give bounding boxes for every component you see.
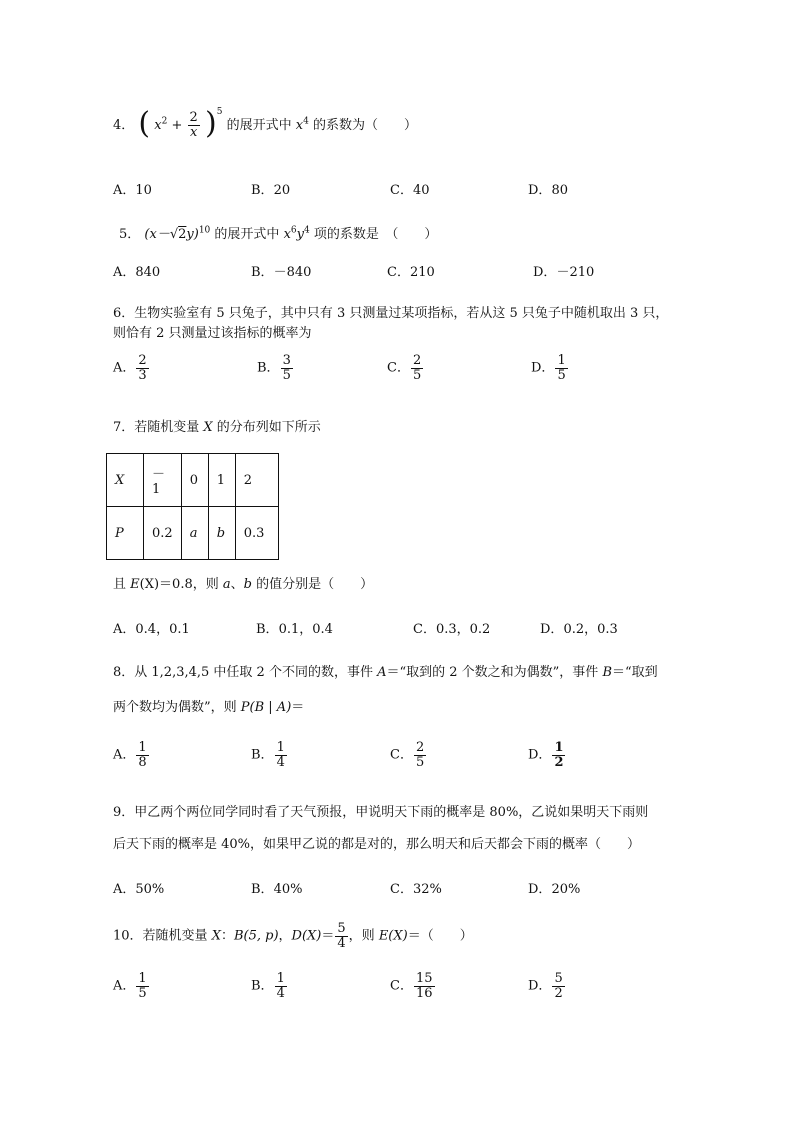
q4-left-paren: ( [138, 106, 151, 141]
table-row [107, 507, 279, 560]
option-label: A． [113, 360, 136, 376]
q5-option-c[interactable] [387, 261, 435, 280]
q7-stem-a: 7．若随机变量 [113, 420, 204, 435]
q5-expr-open: (x－ [144, 227, 170, 242]
q5-expr-close: y) [186, 227, 199, 242]
option-label: A． [113, 183, 136, 198]
frac-num: 2 [415, 740, 425, 755]
q7-cond-b-var: b [243, 577, 252, 592]
frac-den: 5 [415, 754, 425, 770]
option-label: B． [256, 622, 279, 637]
frac-num: 1 [138, 740, 147, 755]
option-label: B． [251, 882, 274, 897]
q5-option-d[interactable] [533, 261, 594, 280]
q8-option-c[interactable] [390, 741, 427, 769]
option-label: C． [390, 747, 413, 763]
q8-line2 [113, 696, 304, 715]
frac-num: 2 [138, 353, 147, 368]
frac-den: 4 [276, 985, 285, 1001]
frac-den: 4 [276, 754, 285, 770]
q5-term-y-exp: 4 [304, 225, 310, 236]
option-fraction [281, 354, 293, 382]
option-label: D． [528, 978, 552, 994]
q4-text-end: 的系数为（ ） [312, 118, 417, 133]
table-cell: P [107, 507, 144, 560]
frac-den: 5 [412, 367, 422, 383]
table-cell: 0.3 [235, 507, 278, 560]
q10-stem-b: ： [220, 928, 234, 944]
q7-cond-e: E [130, 577, 140, 592]
option-fraction [411, 354, 423, 382]
option-label: C． [390, 183, 413, 198]
q8-line1 [113, 661, 658, 680]
q10-option-c[interactable] [390, 972, 436, 1000]
option-fraction [275, 741, 287, 769]
q7-option-a[interactable] [113, 618, 190, 637]
q9-line2: 后天下雨的概率是 40%，如果甲乙说的都是对的，那么明天和后天都会下雨的概率（ ） [113, 837, 641, 852]
option-value: 0.4，0.1 [135, 622, 190, 637]
q9-line1: 9．甲乙两个两位同学同时看了天气预报，甲说明天下雨的概率是 80%，乙说如果明天下雨则 [113, 805, 649, 820]
option-value: 210 [409, 265, 435, 280]
option-fraction [136, 741, 148, 769]
q4-base-term: x [154, 118, 162, 133]
q5-term-x-exp: 6 [290, 225, 297, 236]
option-label: D． [540, 622, 564, 637]
option-label: D． [528, 882, 552, 897]
option-fraction [275, 972, 287, 1000]
option-label: A． [113, 747, 136, 763]
option-label: C． [387, 360, 410, 376]
frac-num: 15 [415, 971, 433, 986]
option-value: 40 [412, 183, 430, 198]
q7-option-c[interactable] [413, 618, 490, 637]
option-value: 0.2，0.3 [563, 622, 618, 637]
frac-num: 5 [337, 921, 346, 936]
frac-den: 16 [415, 985, 433, 1001]
option-label: B． [257, 360, 280, 376]
q8-option-b[interactable] [251, 741, 288, 769]
q4-plus: + [171, 118, 183, 133]
frac-den: 4 [337, 935, 346, 951]
q4-number: 4． [113, 118, 135, 133]
option-label: A． [113, 882, 136, 897]
option-value: 10 [135, 183, 152, 198]
q8-line1-b: ＝“取到的 2 个数之和为偶数”，事件 [386, 665, 603, 680]
q8-prob: P [240, 700, 250, 715]
option-fraction [552, 741, 565, 769]
option-label: C． [387, 265, 410, 280]
q9-option-a[interactable] [113, 878, 164, 897]
q5-text-end: 项的系数是 （ ） [313, 227, 438, 242]
frac-den: 5 [557, 367, 566, 383]
frac-den: 5 [138, 985, 147, 1001]
q4-option-c[interactable] [390, 179, 430, 198]
q7-var: X [203, 420, 213, 435]
frac-den: 8 [138, 754, 147, 770]
frac-num: 3 [282, 353, 291, 368]
q8-option-d[interactable] [528, 741, 566, 769]
frac-num: 5 [554, 971, 563, 986]
q8-line2-b: ＝ [291, 700, 305, 715]
option-label: A． [113, 622, 136, 637]
option-label: D． [533, 265, 557, 280]
option-value: 32% [412, 882, 442, 897]
q5-sqrt-sign: √ [169, 227, 179, 242]
q6-option-a[interactable] [113, 354, 150, 382]
q9-option-d[interactable] [528, 878, 580, 897]
option-value: 0.3，0.2 [435, 622, 491, 637]
q8-line1-c: ＝“取到 [612, 665, 658, 680]
option-value: 40% [273, 882, 303, 897]
table-cell: b [208, 507, 235, 560]
q5-number: 5． [119, 227, 141, 242]
q7-cond-a: 且 [113, 577, 131, 592]
q8-line1-a: 8．从 1,2,3,4,5 中任取 2 个不同的数，事件 [113, 665, 378, 680]
q4-option-a[interactable] [113, 179, 152, 198]
q4-option-d[interactable] [528, 179, 568, 198]
q5-term-y: y [296, 227, 305, 242]
frac-num: 1 [554, 740, 564, 755]
q4-outer-exp: 5 [216, 106, 223, 117]
q10-stem-d: ，则 [348, 928, 379, 944]
option-value: 20 [273, 183, 291, 198]
q8-event-b: B [602, 665, 613, 680]
q10-e-label: E(X) [378, 928, 408, 944]
q8-option-a[interactable] [113, 741, 150, 769]
q6-line1: 6．生物实验室有 5 只兔子，其中只有 3 只测量过某项指标，若从这 5 只兔子中随机取出 3 只， [113, 306, 669, 321]
table-cell: －1 [144, 454, 182, 507]
q10-var: X [211, 928, 221, 944]
q10-option-b[interactable] [251, 972, 288, 1000]
option-label: B． [251, 747, 274, 763]
q10-stem-c: ， [278, 928, 292, 944]
q7-cond-sep: 、 [230, 577, 244, 592]
q4-fraction [188, 111, 200, 139]
option-value: －840 [273, 265, 312, 280]
frac-num: 1 [557, 353, 566, 368]
table-cell: X [107, 454, 144, 507]
q6-option-c[interactable] [387, 354, 424, 382]
q10-option-d[interactable] [528, 972, 566, 1000]
table-row [107, 454, 279, 507]
q10-d-label: D(X) [291, 928, 322, 944]
q7-condition [113, 573, 373, 592]
q10-dist: B(5, p) [233, 928, 279, 944]
option-fraction [136, 354, 148, 382]
q5-stem [119, 223, 437, 242]
frac-num: 2 [412, 353, 422, 368]
q6-option-b[interactable] [257, 354, 294, 382]
q10-stem [113, 922, 473, 950]
q10-fraction [335, 922, 347, 950]
option-label: B． [251, 978, 274, 994]
frac-num: 1 [138, 971, 147, 986]
option-label: C． [413, 622, 436, 637]
q4-target-exp: 4 [303, 116, 309, 127]
q5-option-b[interactable] [251, 261, 311, 280]
option-value: 80 [551, 183, 568, 198]
q7-cond-b: (X) [139, 577, 160, 592]
option-value: －210 [556, 265, 595, 280]
q7-cond-end: 的值分别是（ ） [251, 577, 374, 592]
option-fraction [414, 741, 426, 769]
option-fraction [136, 972, 148, 1000]
table-cell: a [181, 507, 208, 560]
q4-right-paren: ) [204, 106, 217, 141]
q8-event-a: A [377, 665, 387, 680]
q7-option-d[interactable] [540, 618, 618, 637]
option-fraction [552, 972, 564, 1000]
q4-frac-num: 2 [189, 110, 198, 126]
q7-option-b[interactable] [256, 618, 333, 637]
q10-stem-e: ＝（ ） [407, 928, 473, 944]
table-cell: 1 [208, 454, 235, 507]
q5-term-x: x [283, 227, 291, 242]
q8-line2-a: 两个数均为偶数”，则 [113, 700, 241, 715]
option-label: B． [251, 183, 274, 198]
q7-cond-a-var: a [222, 577, 231, 592]
q5-text-mid: 的展开式中 [214, 227, 280, 242]
option-fraction [555, 354, 567, 382]
frac-num: 1 [276, 740, 285, 755]
frac-den: 2 [554, 985, 563, 1001]
option-label: B． [251, 265, 274, 280]
option-fraction [414, 972, 435, 1000]
q8-cond: (B | A) [249, 700, 292, 715]
q5-sqrt-arg: 2 [178, 227, 187, 242]
q5-outer-exp: 10 [198, 225, 211, 236]
q6-line2: 则恰有 2 只测量过该指标的概率为 [113, 326, 312, 341]
table-cell: 0 [181, 454, 208, 507]
option-value: 840 [135, 265, 161, 280]
q7-cond-c: ＝0.8，则 [159, 577, 223, 592]
option-label: C． [390, 978, 413, 994]
q4-exp2: 2 [161, 116, 168, 127]
option-label: A． [113, 265, 136, 280]
option-value: 50% [135, 882, 165, 897]
q7-distribution-table [106, 453, 279, 560]
q5-option-a[interactable] [113, 261, 160, 280]
frac-den: 5 [282, 367, 291, 383]
q4-stem [113, 108, 417, 143]
q4-target-var: x [295, 118, 304, 133]
option-label: D． [528, 747, 552, 763]
option-label: C． [390, 882, 413, 897]
q10-eq: ＝ [321, 928, 335, 944]
q4-frac-den: x [190, 125, 198, 140]
option-label: D． [528, 183, 552, 198]
q9-option-c[interactable] [390, 878, 442, 897]
q7-stem-b: 的分布列如下所示 [212, 420, 321, 435]
frac-den: 3 [138, 367, 147, 383]
option-value: 20% [551, 882, 581, 897]
q10-stem-a: 10．若随机变量 [113, 928, 212, 944]
q7-stem [113, 416, 321, 435]
option-value: 0.1，0.4 [278, 622, 333, 637]
option-label: A． [113, 978, 136, 994]
table-cell: 2 [235, 454, 278, 507]
q4-option-b[interactable] [251, 179, 290, 198]
table-cell: 0.2 [144, 507, 182, 560]
q10-option-a[interactable] [113, 972, 150, 1000]
q6-option-d[interactable] [531, 354, 569, 382]
q9-option-b[interactable] [251, 878, 302, 897]
frac-den: 2 [554, 754, 564, 770]
frac-num: 1 [276, 971, 285, 986]
option-label: D． [531, 360, 555, 376]
q4-text-mid: 的展开式中 [226, 118, 292, 133]
